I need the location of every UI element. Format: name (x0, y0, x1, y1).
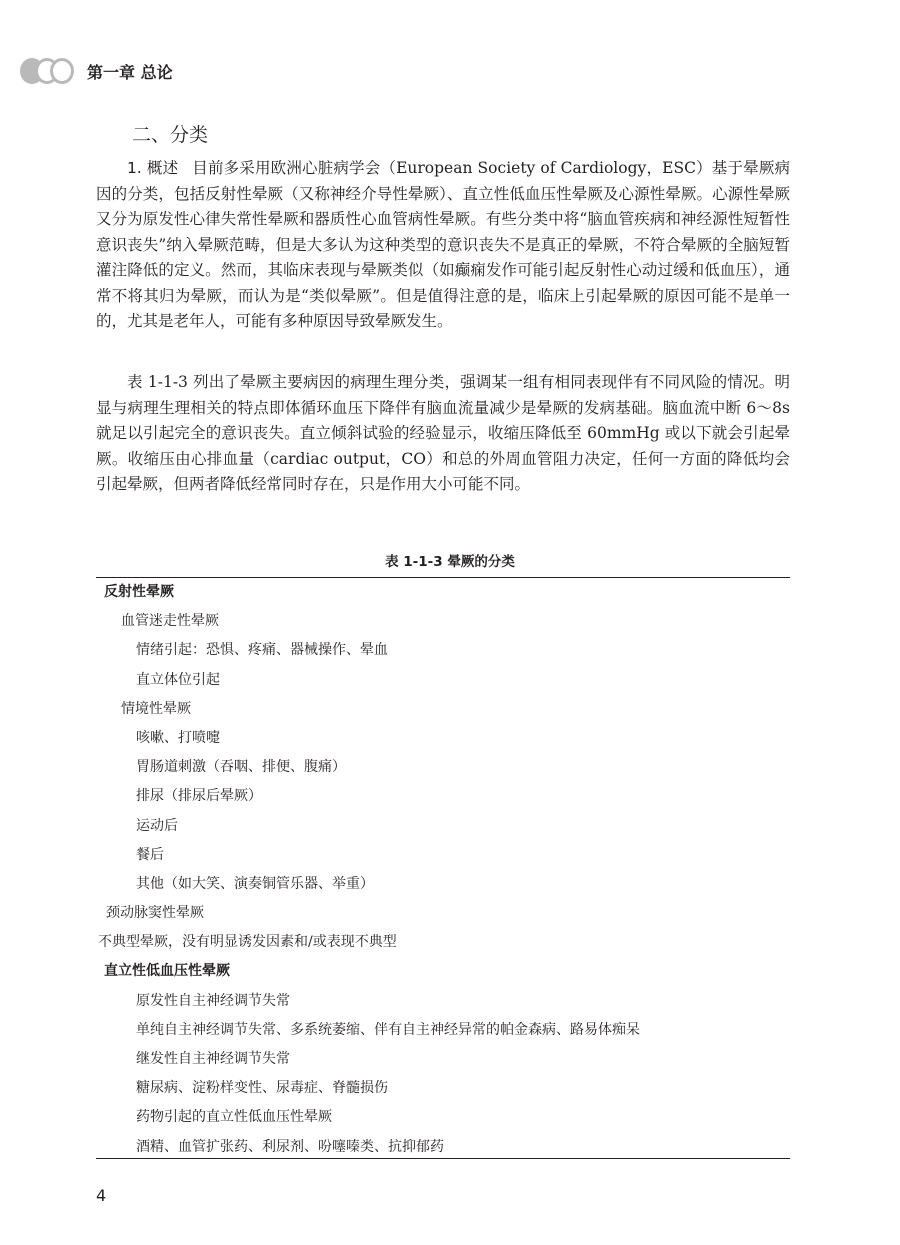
chapter-title: 第一章 总论 (87, 62, 173, 82)
paragraph-body: 目前多采用欧洲心脏病学会（European Society of Cardiology，ESC）基于晕厥病因的分类，包括反射性晕厥（又称神经介导性晕厥）、直立性低血压性晕厥及心源性晕厥。心源性晕厥又分为原发性心律失常性晕厥和器质性心血管病性晕厥。有些分类中将“脑血管疾病和神经源性短暂性意识丧失”纳入晕厥范畴，但是大多认为这种类型的意识丧失不是真正的晕厥，不符合晕厥的全脑短暂灌注降低的定义。然而，其临床表现与晕厥类似（如癫痫发作可能引起反射性心动过缓和低血压），通常不将其归为晕厥，而认为是“类似晕厥”。但是值得注意的是，临床上引起晕厥的原因可能不是单一的，尤其是老年人，可能有多种原因导致晕厥发生。 (96, 159, 791, 330)
table-row: 血管迷走性晕厥 (121, 613, 219, 630)
table-row: 反射性晕厥 (104, 584, 174, 600)
table-row: 餐后 (136, 846, 164, 863)
table-row: 其他（如大笑、演奏铜管乐器、举重） (136, 875, 374, 892)
table-row: 颈动脉窦性晕厥 (106, 905, 204, 922)
classification-table (96, 578, 790, 1162)
table-row: 运动后 (136, 817, 178, 834)
table-row: 直立性低血压性晕厥 (104, 963, 230, 980)
table-row: 情境性晕厥 (121, 700, 191, 717)
header-ornament-icon (20, 58, 65, 84)
paragraph-lead: 1. 概述 (127, 159, 179, 177)
table-row: 糖尿病、淀粉样变性、尿毒症、脊髓损伤 (136, 1080, 388, 1097)
table-row: 不典型晕厥，没有明显诱发因素和/或表现不典型 (98, 934, 397, 951)
section-heading: 二、分类 (132, 124, 209, 146)
table-row: 酒精、血管扩张药、利尿剂、吩噻嗪类、抗抑郁药 (136, 1138, 444, 1155)
table-row: 原发性自主神经调节失常 (136, 992, 290, 1009)
table-caption: 表 1-1-3 晕厥的分类 (385, 554, 515, 570)
table-row: 咳嗽、打喷嚏 (136, 729, 220, 746)
table-row: 情绪引起：恐惧、疼痛、器械操作、晕血 (136, 642, 388, 659)
page-number: 4 (96, 1186, 107, 1205)
oval-ornament-icon (50, 58, 74, 84)
running-header (20, 57, 173, 85)
table-row: 药物引起的直立性低血压性晕厥 (136, 1109, 332, 1126)
table-row: 单纯自主神经调节失常、多系统萎缩、伴有自主神经异常的帕金森病、路易体痴呆 (136, 1021, 640, 1038)
table-bottom-rule (96, 1158, 790, 1159)
table-row: 直立体位引起 (136, 671, 220, 688)
table-row: 继发性自主神经调节失常 (136, 1051, 290, 1067)
paragraph-overview (96, 156, 790, 335)
table-row: 排尿（排尿后晕厥） (136, 788, 262, 805)
paragraph-pathophysiology: 表 1-1-3 列出了晕厥主要病因的病理生理分类，强调某一组有相同表现伴有不同风险的情况。明显与病理生理相关的特点即体循环血压下降伴有脑血流量减少是晕厥的发病基础。脑血流中断 6～8s 就足以引起完全的意识丧失。直立倾斜试验的经验显示，收缩压降低至 60mmHg 或以下就会引起晕厥。收缩压由心排血量（cardiac output，CO）和总的外周血管阻力决定，任何一方面的降低均会引起晕厥，但两者降低经常同时存在，只是作用大小可能不同。 (96, 373, 790, 493)
table-row: 胃肠道刺激（吞咽、排便、腹痛） (136, 759, 346, 776)
